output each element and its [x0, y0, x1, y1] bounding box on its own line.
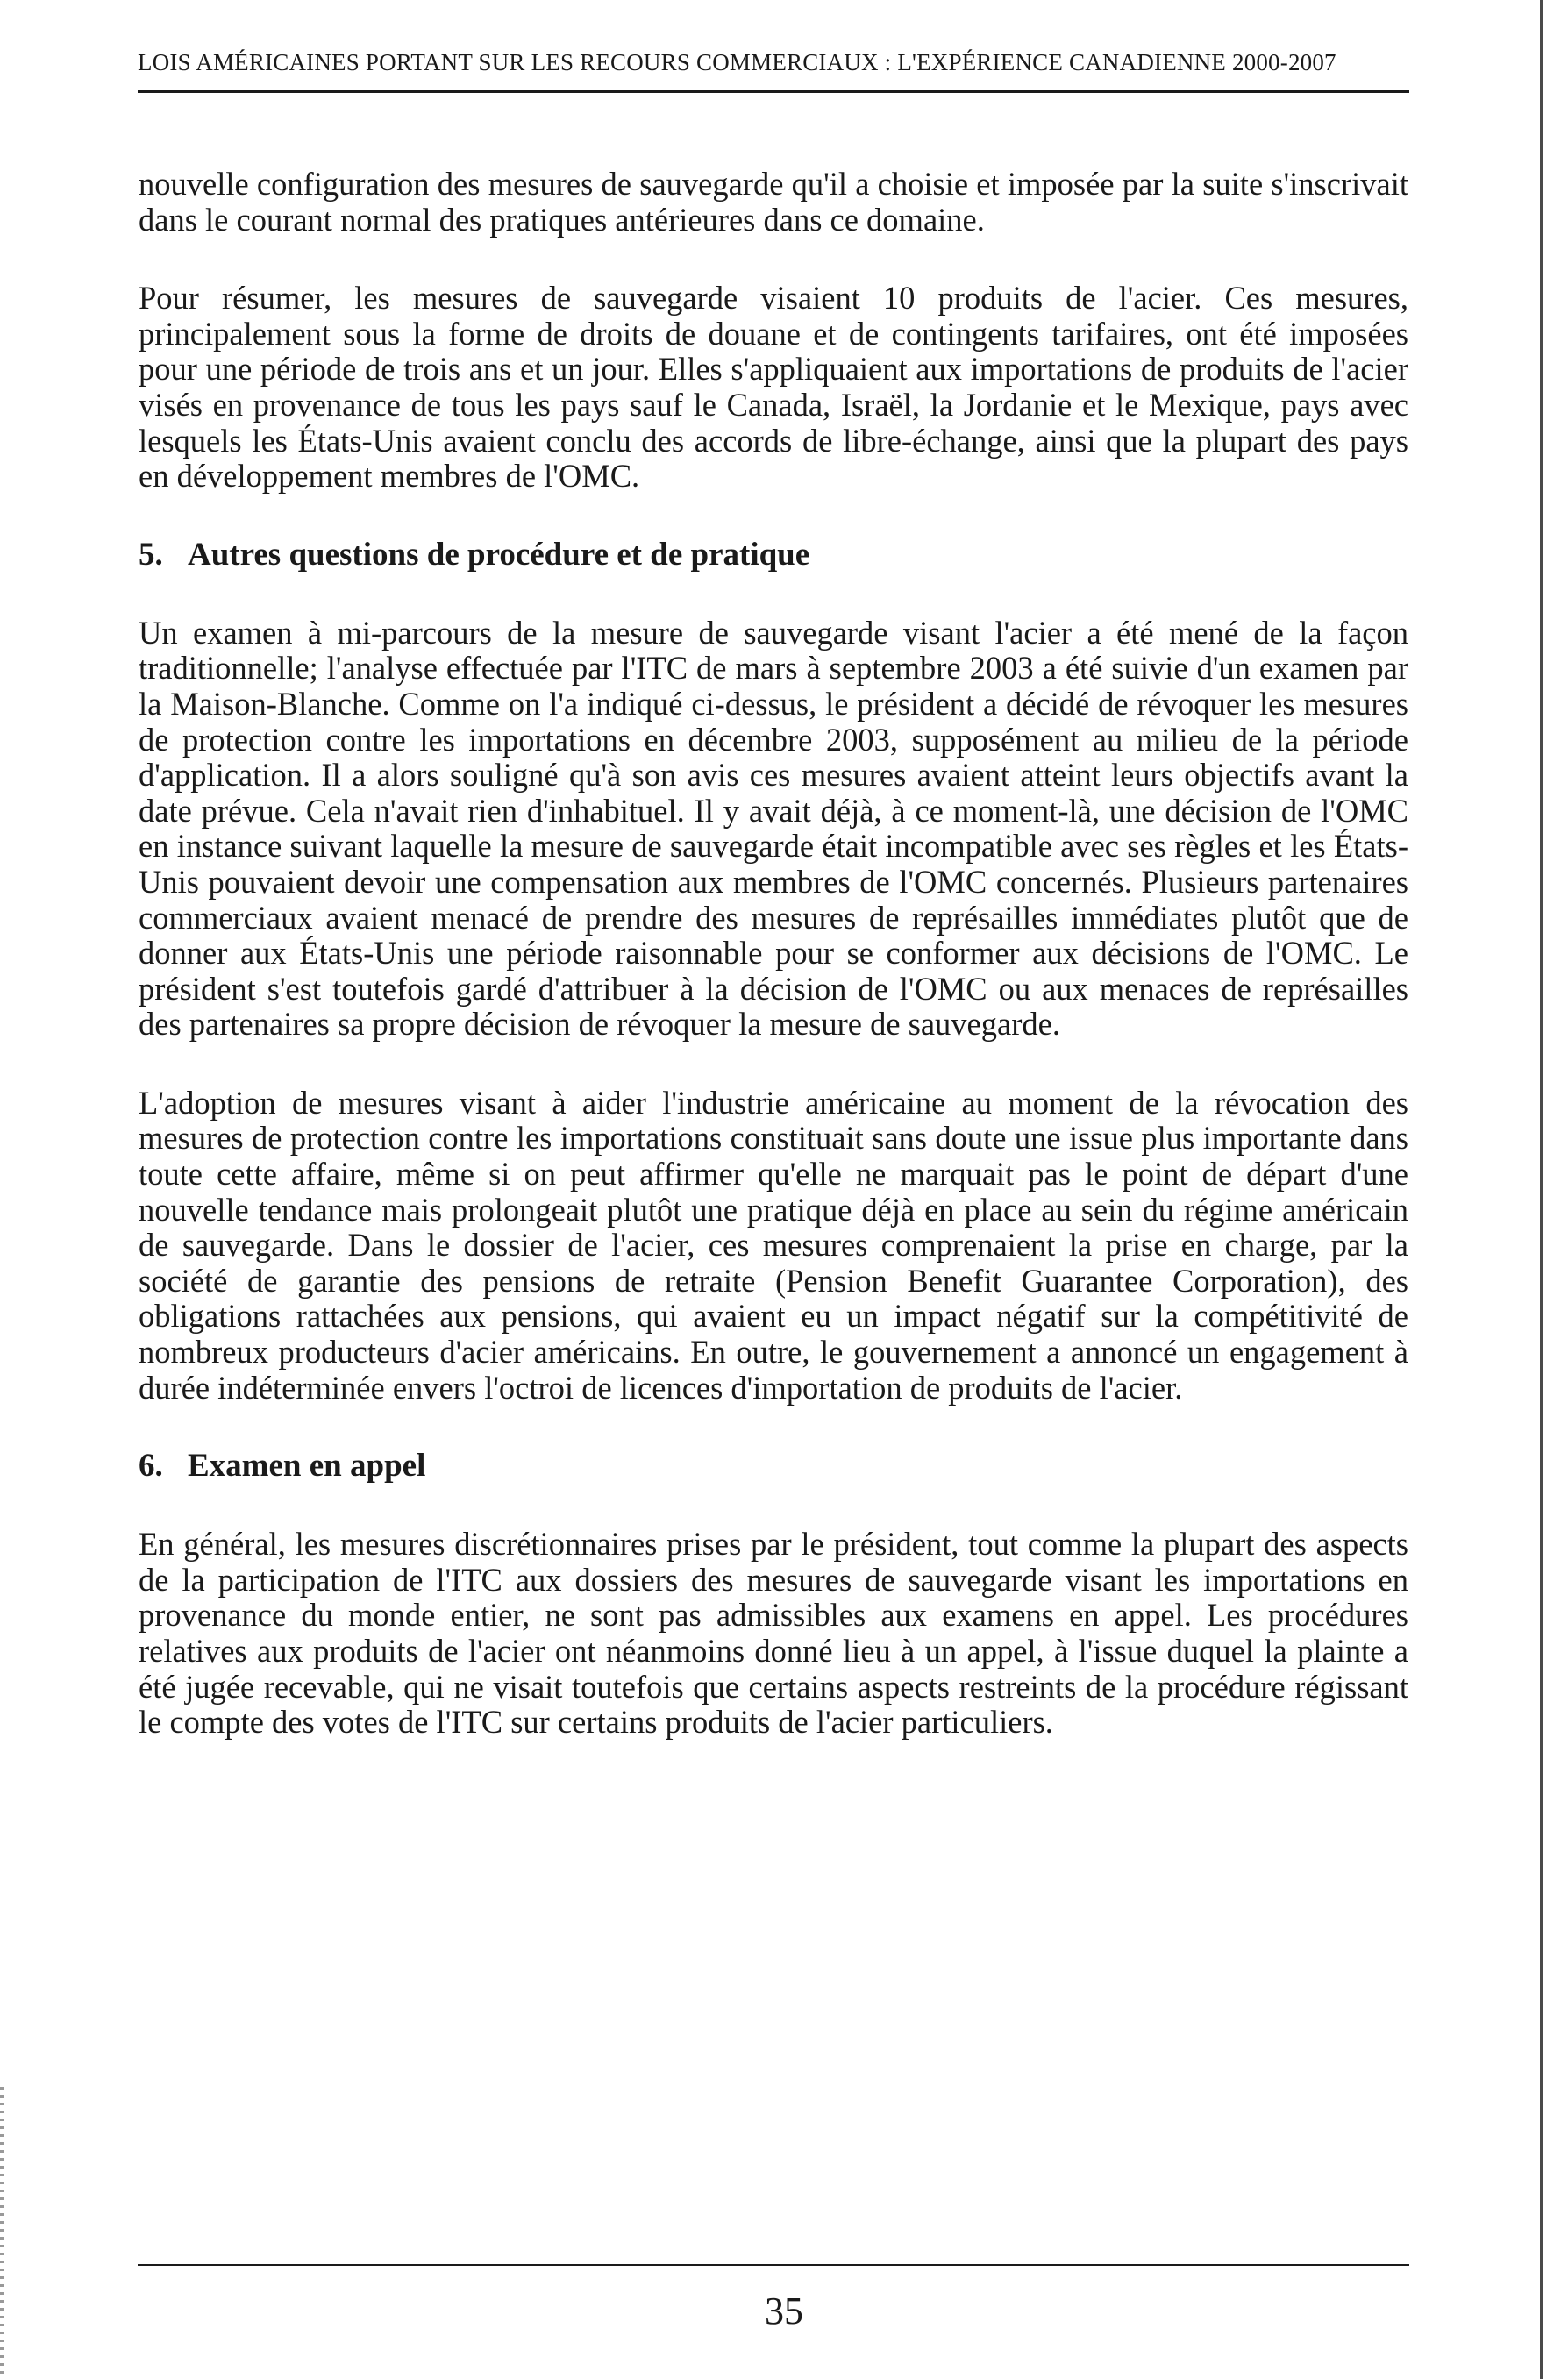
section-number: 6.	[139, 1448, 163, 1485]
section-title: Autres questions de procédure et de pratique	[188, 536, 810, 573]
page-number: 35	[765, 2290, 803, 2333]
running-header: LOIS AMÉRICAINES PORTANT SUR LES RECOURS COMMERCIAUX : L'EXPÉRIENCE CANADIENNE 2000-2007	[138, 49, 1336, 75]
section-number: 5.	[139, 536, 163, 573]
paragraph-spacer	[139, 1406, 1408, 1449]
scan-edge-left	[0, 2087, 4, 2379]
paragraph-spacer	[139, 573, 1408, 616]
header-rule	[138, 90, 1409, 93]
footer-rule	[138, 2264, 1409, 2266]
paragraph-midterm-review: Un examen à mi-parcours de la mesure de sauvegarde visant l'acier a été mené de la façon traditionnelle; l'analyse effectuée par l'ITC de mars à septembre 2003 a été suivie d'un examen par la Maison-Blanche. Comme on l'a indiqué ci-dessus, le président a décidé de révoquer les mesures de protection contre les importations en décembre 2003, supposément au milieu de la période d'application. Il a alors souligné qu'à son avis ces mesures avaient atteint leurs objectifs avant la date prévue. Cela n'avait rien d'inhabituel. Il y avait déjà, à ce moment-là, une décision de l'OMC en instance suivant laquelle la mesure de sauvegarde était incompatible avec ses règles et les États-Unis pouvaient devoir une compensation aux membres de l'OMC concernés. Plusieurs partenaires commerciaux avaient menacé de prendre des mesures de représailles immédiates plutôt que de donner aux États-Unis une période raisonnable pour se conformer aux décisions de l'OMC. Le président s'est toutefois gardé d'attribuer à la décision de l'OMC ou aux menaces de représailles des partenaires sa propre décision de révoquer la mesure de sauvegarde.	[139, 614, 1408, 1043]
scan-edge-right	[1540, 0, 1543, 2379]
paragraph-adjustment-measures: L'adoption de mesures visant à aider l'industrie américaine au moment de la révocation des mesures de protection contre les importations constituait sans doute une issue plus importante dans toute cette affaire, même si on peut affirmer qu'elle ne marquait pas le point de départ d'une nouvelle tendance mais prolongeait plutôt une pratique déjà en place au sein du régime américain de sauvegarde. Dans le dossier de l'acier, ces mesures comprenaient la prise en charge, par la société de garantie des pensions de retraite (Pension Benefit Guarantee Corporation), des obligations rattachées aux pensions, qui avaient eu un impact négatif sur la compétitivité de nombreux producteurs d'acier américains. En outre, le gouvernement a annoncé un engagement à durée indéterminée envers l'octroi de licences d'importation de produits de l'acier.	[139, 1084, 1408, 1406]
paragraph-spacer	[139, 1043, 1408, 1086]
section-heading-6	[139, 1449, 1408, 1484]
paragraph-appeal-review: En général, les mesures discrétionnaires prises par le président, tout comme la plupart des aspects de la participation de l'ITC aux dossiers des mesures de sauvegarde visant les importations en provenance du monde entier, ne sont pas admissibles aux examens en appel. Les procédures relatives aux produits de l'acier ont néanmoins donné lieu à un appel, à l'issue duquel la plainte a été jugée recevable, qui ne visait toutefois que certains aspects restreints de la procédure régissant le compte des votes de l'ITC sur certains produits de l'acier particuliers.	[139, 1526, 1408, 1741]
section-heading-5	[139, 538, 1408, 573]
paragraph-continuation: nouvelle configuration des mesures de sauvegarde qu'il a choisie et imposée par la suite s'inscrivait dans le courant normal des pratiques antérieures dans ce domaine.	[139, 166, 1408, 238]
paragraph-spacer	[139, 495, 1408, 538]
paragraph-summary: Pour résumer, les mesures de sauvegarde visaient 10 produits de l'acier. Ces mesures, principalement sous la forme de droits de douane et de contingents tarifaires, ont été imposées pour une période de trois ans et un jour. Elles s'appliquaient aux importations de produits de l'acier visés en provenance de tous les pays sauf le Canada, Israël, la Jordanie et le Mexique, pays avec lesquels les États-Unis avaient conclu des accords de libre-échange, ainsi que la plupart des pays en développement membres de l'OMC.	[139, 280, 1408, 495]
page-body	[139, 167, 1408, 1741]
paragraph-spacer	[139, 1484, 1408, 1527]
section-title: Examen en appel	[188, 1448, 426, 1485]
paragraph-spacer	[139, 238, 1408, 281]
